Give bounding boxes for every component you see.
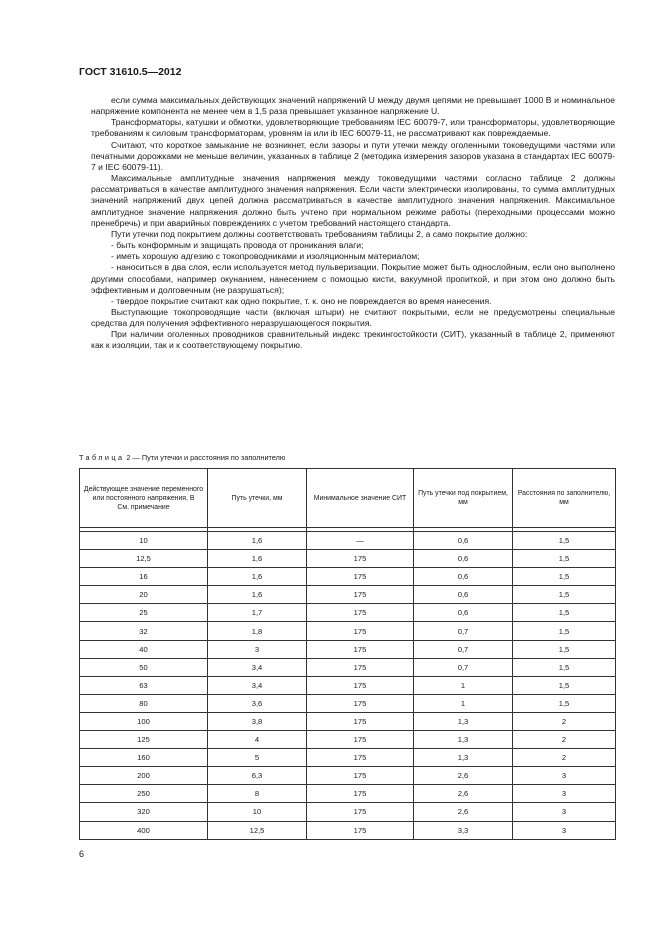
table-cell: 32 [80, 622, 208, 640]
table-row [80, 550, 616, 568]
table-cell: 0,6 [414, 550, 513, 568]
paragraph: Выступающие токопроводящие части (включая штыри) не считают покрытыми, если не предусмотрены специальные средства для получения эффективного неразрушающегося покрытия. [91, 306, 615, 329]
table-row [80, 532, 616, 550]
table-row [80, 731, 616, 749]
table-cell: 3,8 [208, 712, 307, 730]
table-cell: 320 [80, 803, 208, 821]
col-header-voltage-text: Действующее значение переменного или постоянного напряжения, В См. примечание [83, 485, 204, 511]
table-cell: 2 [513, 731, 616, 749]
page-number: 6 [79, 849, 85, 859]
table-cell: 175 [307, 749, 414, 767]
table-cell: 100 [80, 712, 208, 730]
table-cell: 3 [208, 640, 307, 658]
table-cell: 3,3 [414, 821, 513, 839]
table-cell: 0,7 [414, 622, 513, 640]
table-row [80, 694, 616, 712]
paragraph: Максимальные амплитудные значения напряжения между токоведущими частями согласно таблице 2 должны рассматриваться в качестве амплитудного значения напряжения. Если части электрически изолированы, то сумма амплитудных значений напряжений двух цепей должна рассматриваться в качестве амплитудного значения напряжения. Максимальное амплитудное значение напряжения должно быть учтено при нормальном режиме работы (переходными процессами можно пренебречь) и при аварийных повреждениях с учетом требований настоящего стандарта. [91, 173, 615, 228]
table-cell: 3 [513, 767, 616, 785]
list-item: - быть конформным и защищать провода от проникания влаги; [111, 240, 364, 251]
paragraph: Пути утечки под покрытием должны соответствовать требованиям таблицы 2, а само покрытие должно: [111, 228, 528, 239]
table-cell: 1,7 [208, 604, 307, 622]
table-cell: 0,7 [414, 658, 513, 676]
table-cell: 1,5 [513, 694, 616, 712]
table-cell: 2,6 [414, 803, 513, 821]
table-cell: 175 [307, 604, 414, 622]
table-cell: 250 [80, 785, 208, 803]
table-cell: 1,3 [414, 731, 513, 749]
table-cell: 175 [307, 821, 414, 839]
table-cell: 0,6 [414, 604, 513, 622]
table-cell: 175 [307, 640, 414, 658]
table-row [80, 622, 616, 640]
table-cell: 6,3 [208, 767, 307, 785]
table-row [80, 785, 616, 803]
table-cell: 2 [513, 749, 616, 767]
table-cell: 175 [307, 550, 414, 568]
table-cell: 1,5 [513, 532, 616, 550]
table-cell: 1,6 [208, 532, 307, 550]
table-row [80, 821, 616, 839]
table-cell: 16 [80, 568, 208, 586]
table-cell: 3 [513, 803, 616, 821]
table-cell: 1,5 [513, 568, 616, 586]
table-cell: 175 [307, 676, 414, 694]
table-cell: 4 [208, 731, 307, 749]
table-row [80, 803, 616, 821]
table-cell: 3 [513, 785, 616, 803]
col-header-compound-distance [513, 469, 616, 528]
paragraph: Считают, что короткое замыкание не возникнет, если зазоры и пути утечки между оголенными токоведущими частями или печатными дорожками не меньше величин, указанных в таблице 2 (методика измерения зазоров указана в стандартах IEC 60079-7 и IEC 60079-11). [91, 139, 615, 172]
table-cell: 175 [307, 785, 414, 803]
paragraph: если сумма максимальных действующих значений напряжений U между двумя цепями не превышает 1000 В и номинальное напряжение компонента не менее чем в 1,5 раза превышает указанное напряжение U. [91, 95, 615, 117]
table-cell: 80 [80, 694, 208, 712]
col-header-voltage [80, 469, 208, 528]
table-cell: 1,6 [208, 586, 307, 604]
table-cell: 0,6 [414, 586, 513, 604]
table-caption-title: 2 — Пути утечки и расстояния по заполнителю [124, 453, 286, 462]
table-cell: 0,7 [414, 640, 513, 658]
table-cell: 1,3 [414, 749, 513, 767]
table-caption [79, 453, 285, 462]
table-cell: 5 [208, 749, 307, 767]
table-cell: 12,5 [208, 821, 307, 839]
table-cell: 40 [80, 640, 208, 658]
table-cell: 2,6 [414, 767, 513, 785]
table-cell: 1,5 [513, 658, 616, 676]
table-cell: 1,5 [513, 550, 616, 568]
table-cell: 175 [307, 568, 414, 586]
table-cell: 400 [80, 821, 208, 839]
table-cell: 1,3 [414, 712, 513, 730]
col-header-creepage-text: Путь утечки, мм [231, 494, 283, 502]
table-cell: 175 [307, 694, 414, 712]
table-caption-prefix: Таблица [79, 453, 125, 462]
table-cell: 125 [80, 731, 208, 749]
table-row [80, 749, 616, 767]
table-cell: 1 [414, 676, 513, 694]
table-cell: 1,6 [208, 550, 307, 568]
table-cell: 3 [513, 821, 616, 839]
table-cell: 1,5 [513, 586, 616, 604]
table-cell: 2,6 [414, 785, 513, 803]
col-header-coated-creepage [414, 469, 513, 528]
table-cell: 175 [307, 622, 414, 640]
list-item: - наноситься в два слоя, если используется метод пульверизации. Покрытие может быть однослойным, если оно выполнено другими способами, например окунанием, нанесением с помощью кисти, вакуумной пропиткой, и при этом оно должно быть эффективным и долговечным (не разрушаться); [91, 262, 615, 295]
list-item: - твердое покрытие считают как одно покрытие, т. к. оно не повреждается во время нанесения. [111, 295, 492, 306]
table-row [80, 568, 616, 586]
table-cell: 63 [80, 676, 208, 694]
table-cell: 3,4 [208, 658, 307, 676]
table-cell: 175 [307, 712, 414, 730]
table-cell: 0,6 [414, 532, 513, 550]
table-cell: 1,6 [208, 568, 307, 586]
col-header-cti-text: Минимальное значение СИТ [313, 494, 407, 502]
table-cell: 3,6 [208, 694, 307, 712]
table-row [80, 767, 616, 785]
table-row [80, 676, 616, 694]
table-cell: 1 [414, 694, 513, 712]
table-cell: 175 [307, 767, 414, 785]
table-cell: 200 [80, 767, 208, 785]
table-cell: 1,5 [513, 640, 616, 658]
table-header-row [80, 469, 616, 528]
table-cell: 175 [307, 731, 414, 749]
table-cell: 2 [513, 712, 616, 730]
table-row [80, 604, 616, 622]
table-cell: 10 [208, 803, 307, 821]
table-cell: 20 [80, 586, 208, 604]
col-header-creepage [208, 469, 307, 528]
table-cell: 175 [307, 658, 414, 676]
col-header-coated-creepage-text: Путь утечки под покрытием, мм [418, 490, 508, 506]
col-header-compound-distance-text: Расстояния по заполнителю, мм [517, 490, 611, 506]
document-header: ГОСТ 31610.5—2012 [79, 66, 182, 78]
table-row [80, 586, 616, 604]
table-cell: 0,6 [414, 568, 513, 586]
table-cell: 50 [80, 658, 208, 676]
table-cell: 1,5 [513, 622, 616, 640]
paragraph: При наличии оголенных проводников сравнительный индекс трекингостойкости (СИТ), указанный в таблице 2, применяют как к изоляции, так и к соответствующему покрытию. [91, 329, 615, 351]
table-cell: 1,5 [513, 676, 616, 694]
table-cell: 12,5 [80, 550, 208, 568]
table-cell: 160 [80, 749, 208, 767]
list-item: - иметь хорошую адгезию с токопроводниками и изоляционным материалом; [111, 251, 420, 262]
table-cell: 175 [307, 803, 414, 821]
table-cell: 1,8 [208, 622, 307, 640]
col-header-cti [307, 469, 414, 528]
table-row [80, 712, 616, 730]
table-cell: — [307, 532, 414, 550]
table-cell: 10 [80, 532, 208, 550]
table-cell: 8 [208, 785, 307, 803]
table-row [80, 658, 616, 676]
paragraph: Трансформаторы, катушки и обмотки, удовлетворяющие требованиям IEC 60079-7, или трансформаторы, удовлетворяющие требованиям к силовым трансформаторам, уровням ia или ib IEC 60079-11, не рассматривают как повреждаемые. [91, 117, 615, 139]
creepage-distances-table [79, 468, 616, 840]
table-cell: 3,4 [208, 676, 307, 694]
body-text [91, 95, 615, 352]
table-row [80, 640, 616, 658]
table-cell: 1,5 [513, 604, 616, 622]
table-cell: 175 [307, 586, 414, 604]
table-cell: 25 [80, 604, 208, 622]
